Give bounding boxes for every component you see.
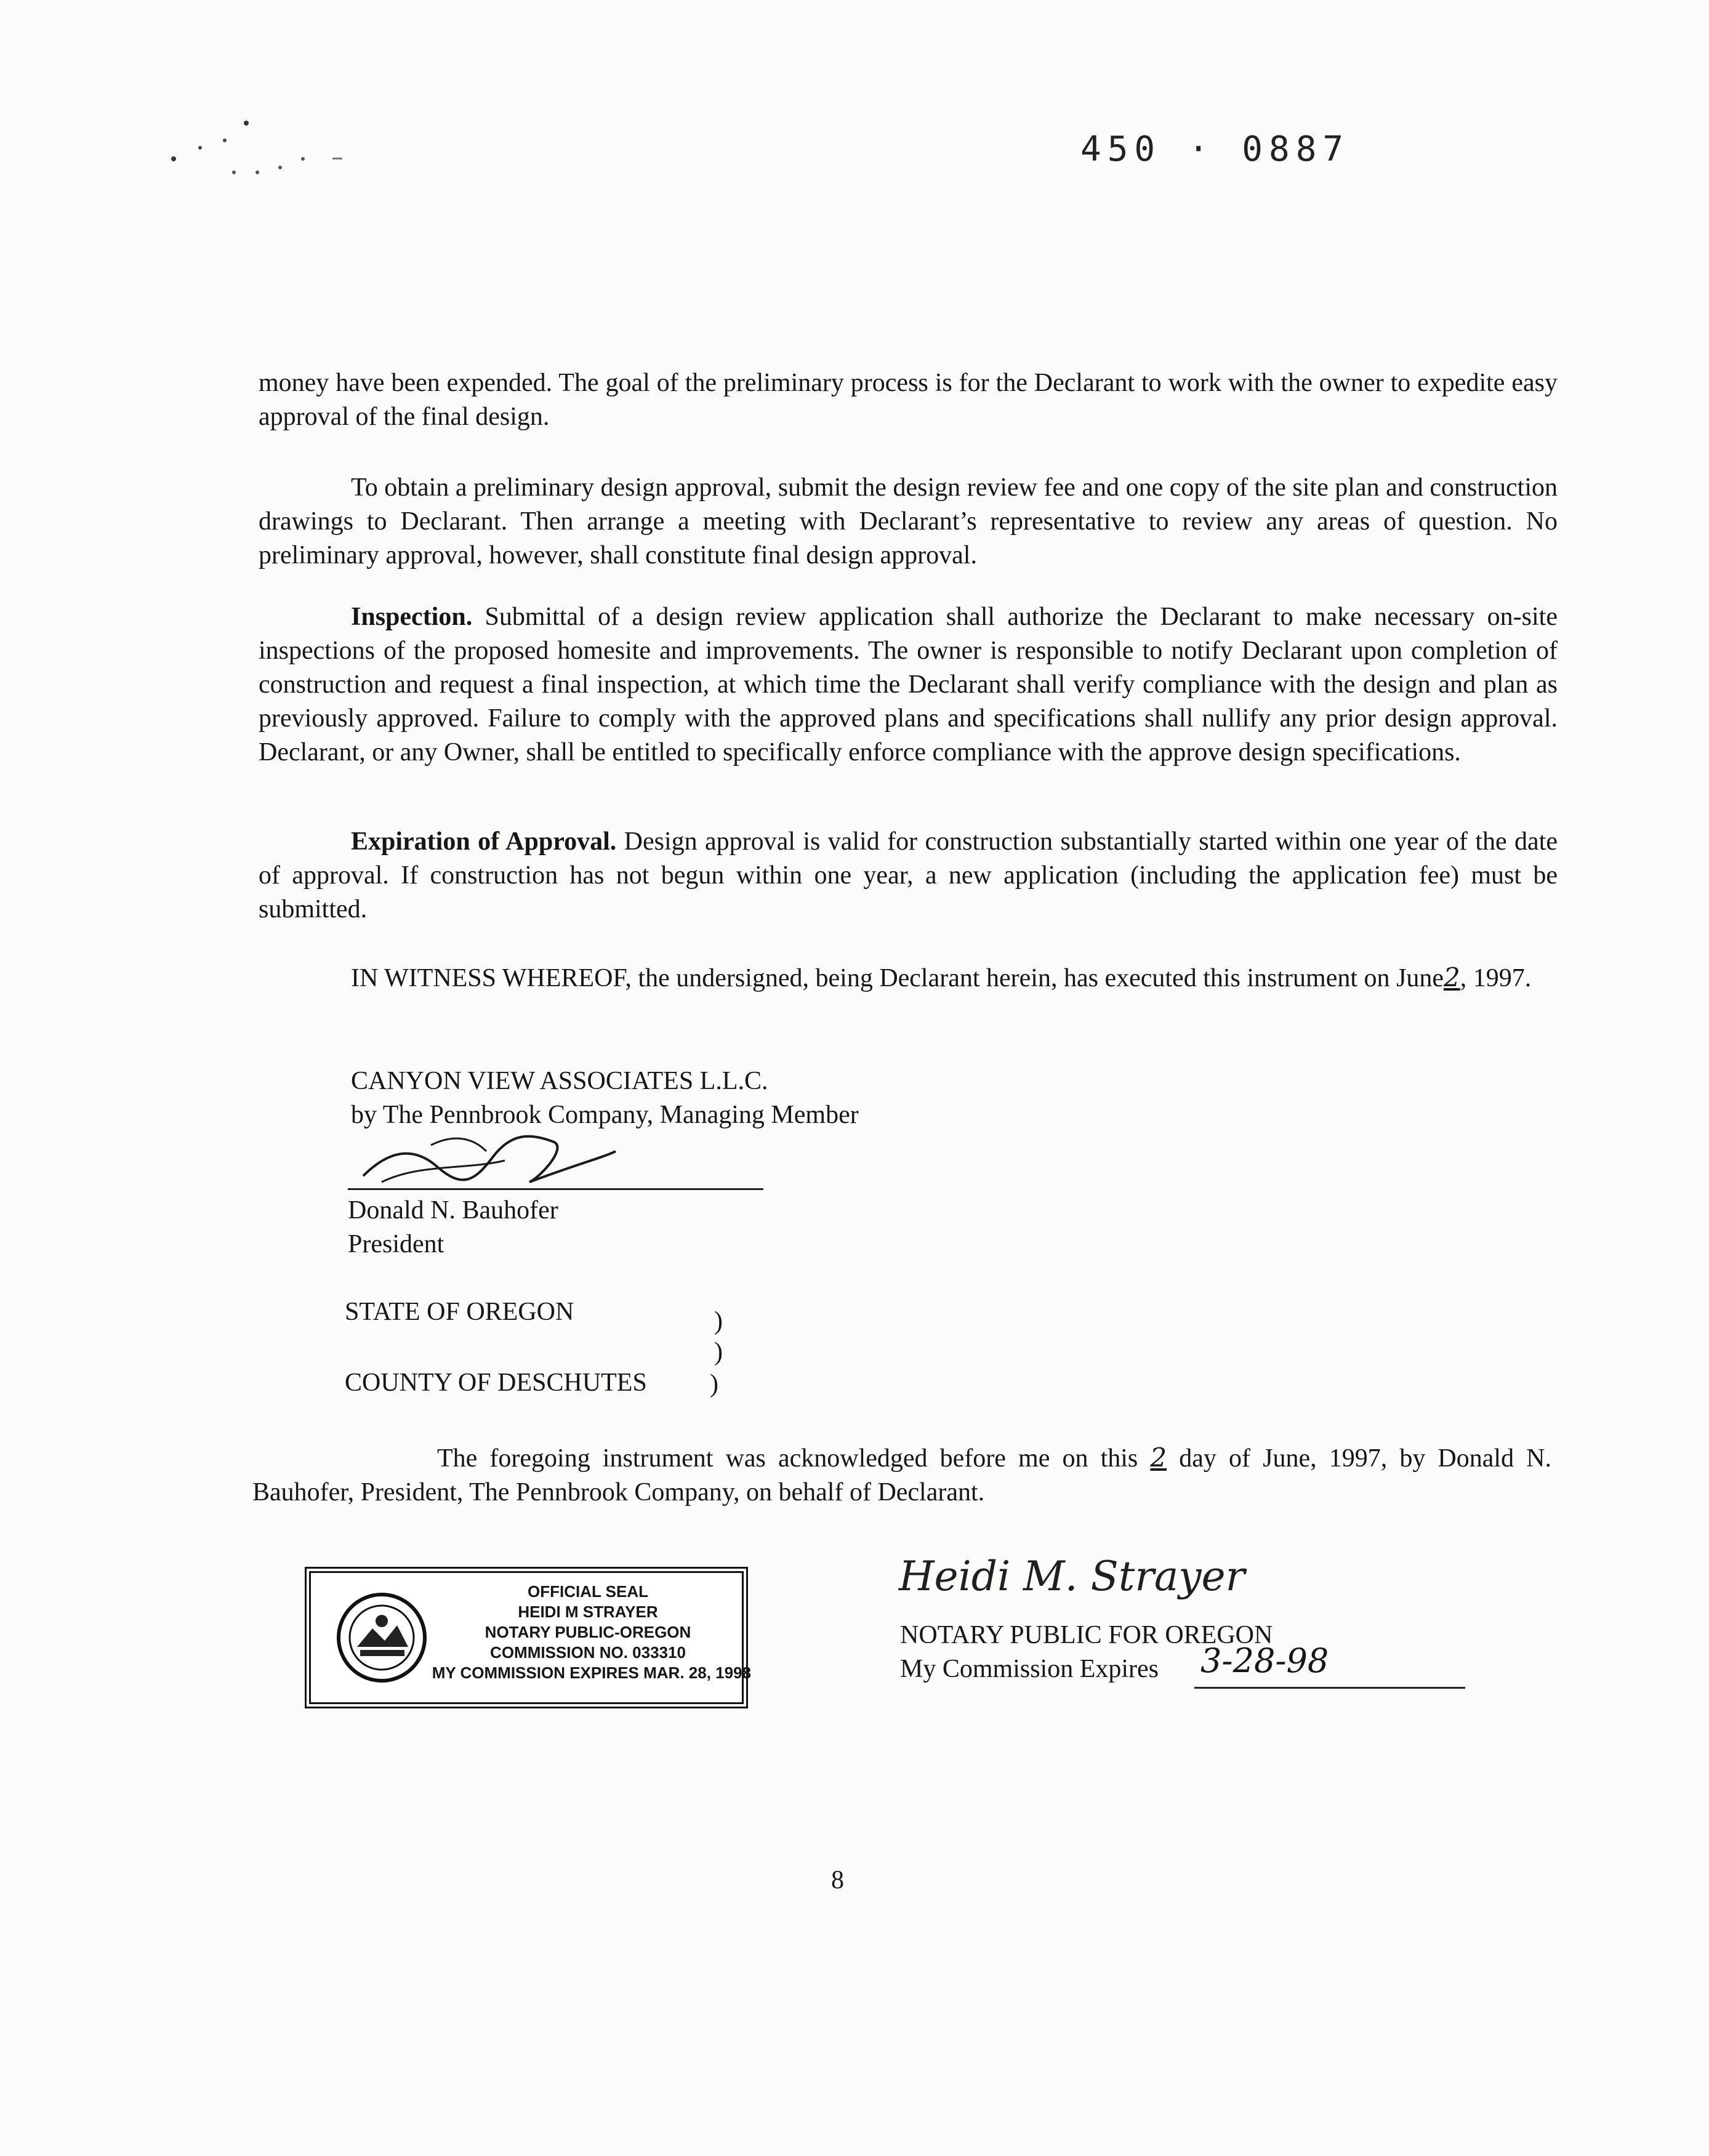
paragraph-preliminary-process: money have been expended. The goal of the preliminary process is for the Declarant to work with the owner to expedite easy approval of the final design. xyxy=(259,369,1558,431)
venue-county: COUNTY OF DESCHUTES xyxy=(345,1369,647,1397)
commission-expires-line xyxy=(1194,1687,1465,1689)
witness-year: , 1997. xyxy=(1460,964,1532,992)
paragraph-preliminary-approval: To obtain a preliminary design approval, submit the design review fee and one copy of the site plan and construction drawings to Declarant. Then arrange a meeting with Declarant’s representative to review any areas of question. No preliminary approval, however, shall constitute final design approval. xyxy=(259,473,1558,569)
seal-line: COMMISSION NO. 033310 xyxy=(490,1643,686,1662)
paragraph-expiration xyxy=(259,825,1558,927)
seal-line: OFFICIAL SEAL xyxy=(528,1582,648,1601)
expiration-heading: Expiration of Approval. xyxy=(351,827,617,856)
venue-paren: ) xyxy=(710,1370,718,1398)
acknowledgment-text-continued: day of June, 1997, by Donald N. Bauhofer, President, The Pennbrook Company, on behalf of Declarant. xyxy=(252,1444,1552,1506)
notary-title: NOTARY PUBLIC FOR OREGON xyxy=(900,1621,1273,1649)
seal-line: MY COMMISSION EXPIRES MAR. 28, 1998 xyxy=(432,1663,751,1682)
commission-expires-label: My Commission Expires xyxy=(900,1655,1159,1683)
scan-specks xyxy=(166,111,351,185)
paragraph-witness xyxy=(259,960,1558,996)
signature-line xyxy=(348,1188,763,1190)
company-by-line: by The Pennbrook Company, Managing Member xyxy=(351,1101,859,1129)
witness-day-handwritten: 2 xyxy=(1444,962,1460,992)
venue-paren: ) xyxy=(714,1338,723,1366)
inspection-heading: Inspection. xyxy=(351,603,473,631)
inspection-body: Submittal of a design review application shall authorize the Declarant to make necessary on-site inspections of the proposed homesite and improvements. The owner is responsible to notify Declarant upon completion of construction and request a final inspection, at which time the Declarant shall verify compliance with the design and plan as previously approved. Failure to comply with the approved plans and specifications shall nullify any prior design approval. Declarant, or any Owner, shall be entitled to specifically enforce compliance with the approve design specifications. xyxy=(259,603,1558,766)
expiration-body: Design approval is valid for construction substantially started within one year of the date of approval. If construction has not begun within one year, a new application (including the application fee) must be submitted. xyxy=(259,827,1558,923)
notary-signature-handwritten: Heidi M. Strayer xyxy=(899,1553,1245,1600)
company-name: CANYON VIEW ASSOCIATES L.L.C. xyxy=(351,1067,768,1095)
record-number: 450 · 0887 xyxy=(1080,129,1350,169)
signatory-name: Donald N. Bauhofer xyxy=(348,1196,558,1225)
signatory-title: President xyxy=(348,1230,444,1258)
venue-state: STATE OF OREGON xyxy=(345,1298,574,1326)
seal-line: NOTARY PUBLIC-OREGON xyxy=(485,1623,691,1641)
bauhofer-signature xyxy=(345,1108,622,1201)
oregon-seal-emblem xyxy=(336,1591,428,1684)
acknowledgment-day-handwritten: 2 xyxy=(1150,1442,1167,1473)
page-number: 8 xyxy=(831,1866,844,1894)
notary-seal-stamp xyxy=(305,1567,751,1708)
witness-text: IN WITNESS WHEREOF, the undersigned, being Declarant herein, has executed this instrument on June xyxy=(351,964,1444,992)
seal-text-block xyxy=(425,1582,751,1683)
seal-line: HEIDI M STRAYER xyxy=(518,1603,658,1621)
commission-expires-date-handwritten: 3-28-98 xyxy=(1200,1641,1329,1680)
acknowledgment-paragraph xyxy=(252,1441,1551,1510)
acknowledgment-text: The foregoing instrument was acknowledged before me on this xyxy=(437,1444,1138,1473)
venue-paren: ) xyxy=(714,1307,723,1335)
paragraph-inspection xyxy=(259,600,1558,770)
